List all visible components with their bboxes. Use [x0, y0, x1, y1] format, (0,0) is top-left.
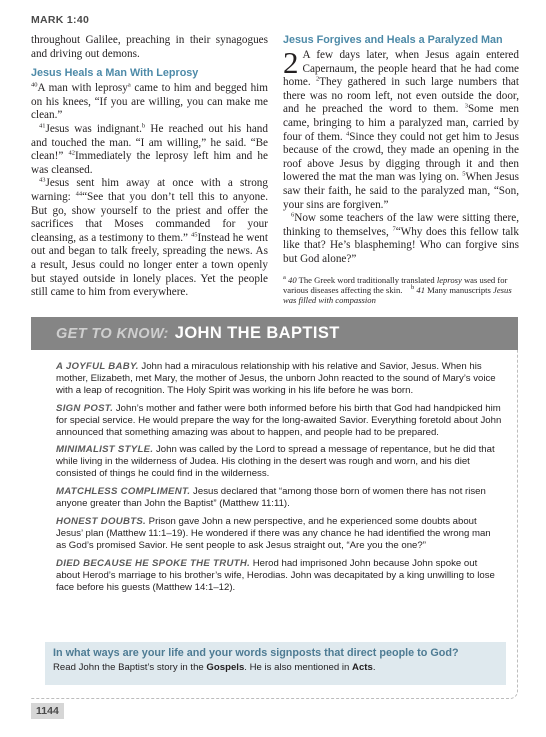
- entry-lead: DIED BECAUSE HE SPOKE THE TRUTH.: [56, 557, 251, 569]
- chapter-number: 2: [283, 45, 299, 80]
- sidebar-entry: MATCHLESS COMPLIMENT. Jesus declared that “among those born of women there has not risen anyone greater than John the Baptist” (Matthew 11:11).: [56, 486, 486, 510]
- verse-41: $^{41}$Jesus was indignant.$^b$ He reached out his hand and touched the man. “I am willing,” he said. “Be clean!” $^{42}$Immediately the leprosy left him and he was cleansed.: [31, 122, 268, 176]
- verse-number: 41: [39, 122, 46, 130]
- left-column: [31, 34, 268, 300]
- entry-lead: SIGN POST.: [56, 402, 114, 414]
- running-head: MARK 1:40: [31, 14, 90, 26]
- entry-lead: HONEST DOUBTS.: [56, 515, 147, 527]
- sidebar-entry: HONEST DOUBTS. Prison gave John a new perspective, and he experienced some doubts about Jesus’ plan (Matthew 11:1–19). He wondered if there was any chance he had identified the wrong man as God’s promised Savior. He sent people to ask Jesus straight out, “Are you the one?”: [56, 515, 491, 551]
- sidebar-entry: SIGN POST. John’s mother and father were both informed before his birth that God had handpicked him for special service. He would prepare the way for the long-awaited Savior. Everything foretold about John announced that something amazing was about to happen, and people had to be prepared.: [56, 402, 502, 438]
- reflection-box: [45, 642, 506, 685]
- page-number: 1144: [31, 703, 64, 719]
- entry-lead: MINIMALIST STYLE.: [56, 444, 154, 456]
- verse-number: 42: [68, 149, 75, 157]
- verse-number: 43: [39, 176, 46, 184]
- verse-number: 40: [31, 81, 38, 89]
- verse-number: 45: [190, 230, 198, 238]
- get-to-know-sidebar: [31, 317, 518, 699]
- right-column: [283, 34, 519, 306]
- sidebar-label: GET TO KNOW:: [56, 325, 169, 342]
- verse-40: $^{40}$A man with leprosy$^a$ came to him and begged him on his knees, “If you are willing, you can make me clean.”: [31, 81, 268, 122]
- footnotes: [283, 275, 519, 306]
- footnote-a: $^a$ 40 The Greek word traditionally translated leprosy was used for various diseases affecting the skin.: [283, 273, 508, 295]
- sidebar-title: JOHN THE BAPTIST: [174, 324, 340, 342]
- sidebar-header: [31, 317, 518, 350]
- sidebar-entry: DIED BECAUSE HE SPOKE THE TRUTH. Herod had imprisoned John because John spoke out about Herod’s marriage to his brother’s wife, Herodias. John was decapitated by a king unwilling to lose face before his guests (Matthew 14:1–12).: [56, 557, 495, 593]
- footnote-b: $^b$ 41 Many manuscripts Jesus was filled with compassion: [283, 284, 512, 306]
- sidebar-entry: MINIMALIST STYLE. John was called by the Lord to spread a message of repentance, but he did that while living in the wilderness of Judea. His clothing in the desert was rough and worn, and his diet consisted of things he could find in the wilderness.: [56, 444, 495, 480]
- verse-43: $^{43}$Jesus sent him away at once with a strong warning: $^{44}$“See that you don’t tell this to anyone. But go, show yourself to the priest and offer the sacrifices that Moses commanded for your cleansing, as a testimony to them.” $^{45}$Instead he went out and began to talk freely, spreading the news. As a result, Jesus could no longer enter a town openly but stayed outside in lonely places. Yet the people still came to him from everywhere.: [31, 176, 268, 299]
- sidebar-body: [56, 361, 503, 599]
- section-heading-paralyzed: Jesus Forgives and Heals a Paralyzed Man: [283, 34, 503, 46]
- chapter-2-opening: 2 A few days later, when Jesus again entered Capernaum, the people heard that he had come home. $^2$They gathered in such large numbers that there was no room left, not even outside the door, and he preached the word to them. $^3$Some men came, bringing to him a paralyzed man, carried by four of them. $^4$Since they could not get him to Jesus because of the crowd, they made an opening in the roof above Jesus by digging through it and then lowered the mat the man was lying on. $^5$When Jesus saw their faith, he said to the paralyzed man, “Son, your sins are forgiven.”: [283, 45, 520, 211]
- entry-lead: A JOYFUL BABY.: [56, 361, 139, 372]
- sidebar-entry: A JOYFUL BABY. John had a miraculous relationship with his relative and Savior, Jesus. When his mother, Elizabeth, met Mary, the mother of Jesus, the unborn John reacted to the sound of Mary’s voice with a leap of recognition. The Holy Spirit was working in his life before he was born.: [56, 361, 496, 396]
- entry-lead: MATCHLESS COMPLIMENT.: [56, 486, 191, 498]
- verse-number: 44: [75, 190, 83, 198]
- footnote-marker[interactable]: b: [141, 122, 146, 130]
- reflection-question: In what ways are your life and your words signposts that direct people to God?: [53, 647, 459, 659]
- reading-reference: Read John the Baptist’s story in the Gospels. He is also mentioned in Acts.: [53, 662, 376, 673]
- verse-6: $^6$Now some teachers of the law were sitting there, thinking to themselves, $^7$“Why does this fellow talk like that? He’s blaspheming! Who can forgive sins but God alone?”: [283, 211, 519, 265]
- section-heading-leprosy: Jesus Heals a Man With Leprosy: [31, 67, 199, 80]
- continuation-text: throughout Galilee, preaching in their synagogues and driving out demons.: [31, 34, 268, 60]
- footnote-marker[interactable]: a: [127, 81, 131, 89]
